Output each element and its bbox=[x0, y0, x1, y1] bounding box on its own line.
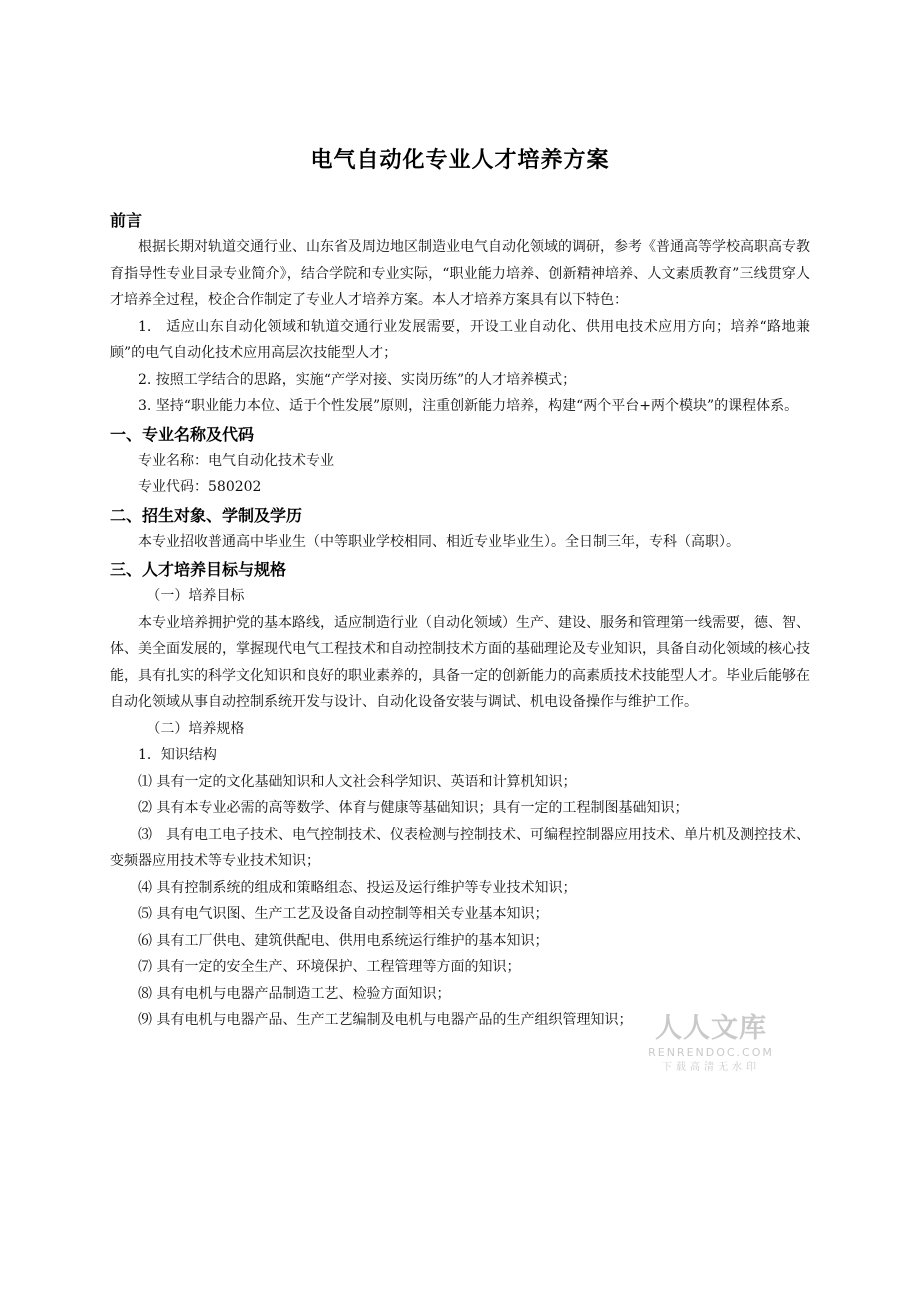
section2-heading: 二、招生对象、学制及学历 bbox=[110, 505, 303, 525]
page-title: 电气自动化专业人才培养方案 bbox=[310, 148, 610, 173]
knowledge-item: ⑵ 具有本专业必需的高等数学、体育与健康等基础知识；具有一定的工程制图基础知识； bbox=[138, 800, 689, 816]
goal-text: 本专业培养拥护党的基本路线，适应制造行业（自动化领域）生产、建设、服务和管理第一线需要，德、智、体、美全面发展的，掌握现代电气工程技术和自动控制技术方面的基础理论及专业知识，具备自动化领域的核心技能，具有扎实的科学文化知识和良好的职业素养的，具备一定的创新能力的高素质技术技能型人才。毕业后能够在自动化领域从事自动控制系统开发与设计、自动化设备安装与调试、机电设备操作与维护工作。 bbox=[110, 614, 810, 710]
knowledge-item: ⑸ 具有电气识图、生产工艺及设备自动控制等相关专业基本知识； bbox=[138, 906, 549, 922]
preface-item-3: 3. 坚持“职业能力本位、适于个性发展”原则，注重创新能力培养，构建“两个平台+两个模块”的课程体系。 bbox=[138, 398, 799, 414]
knowledge-item: ⑷ 具有控制系统的组成和策略组态、投运及运行维护等专业技术知识； bbox=[138, 879, 577, 896]
preface-item-2: 2. 按照工学结合的思路，实施“产学对接、实岗历练”的人才培养模式； bbox=[138, 371, 577, 388]
enrollment-text: 本专业招收普通高中毕业生（中等职业学校相同、相近专业毕业生）。全日制三年，专科（高职）。 bbox=[138, 533, 740, 550]
watermark-logo bbox=[648, 1012, 774, 1076]
knowledge-item: ⑻ 具有电机与电器产品制造工艺、检验方面知识； bbox=[138, 985, 451, 1002]
major-code: 专业代码：580202 bbox=[138, 479, 262, 495]
section1-heading: 一、专业名称及代码 bbox=[110, 424, 255, 444]
watermark-tagline: 下载高清无水印 bbox=[662, 1062, 760, 1073]
section3-heading: 三、人才培养目标与规格 bbox=[110, 560, 287, 579]
major-name: 专业名称：电气自动化技术专业 bbox=[138, 452, 334, 469]
document-body bbox=[110, 206, 810, 1034]
knowledge-item: ⑶ 具有电工电子技术、电气控制技术、仪表检测与控制技术、可编程控制器应用技术、单片机及测控技术、变频器应用技术等专业技术知识； bbox=[110, 826, 810, 869]
knowledge-heading: 1．知识结构 bbox=[138, 747, 217, 763]
preface-heading: 前言 bbox=[110, 211, 143, 230]
knowledge-item: ⑺ 具有一定的安全生产、环境保护、工程管理等方面的知识； bbox=[138, 959, 521, 975]
spec-subheading: （二）培养规格 bbox=[146, 720, 245, 737]
knowledge-item: ⑹ 具有工厂供电、建筑供配电、供用电系统运行维护的基本知识； bbox=[138, 932, 549, 949]
knowledge-item: ⑴ 具有一定的文化基础知识和人文社会科学知识、英语和计算机知识； bbox=[138, 773, 577, 790]
knowledge-item: ⑼ 具有电机与电器产品、生产工艺编制及电机与电器产品的生产组织管理知识； bbox=[138, 1012, 633, 1028]
watermark-brand: 人人文库 bbox=[655, 1013, 767, 1044]
preface-intro: 根据长期对轨道交通行业、山东省及周边地区制造业电气自动化领域的调研，参考《普通高等学校高职高专教育指导性专业目录专业简介》，结合学院和专业实际，“职业能力培养、创新精神培养、人文素质教育”三线贯穿人才培养全过程，校企合作制定了专业人才培养方案。本人才培养方案具有以下特色： bbox=[110, 239, 810, 308]
watermark-url: RENRENDOC.COM bbox=[648, 1046, 774, 1059]
preface-item-1: 1. 适应山东自动化领域和轨道交通行业发展需要，开设工业自动化、供用电技术应用方向；培养“路地兼顾”的电气自动化技术应用高层次技能型人才； bbox=[110, 318, 810, 361]
goal-subheading: （一）培养目标 bbox=[146, 588, 245, 604]
